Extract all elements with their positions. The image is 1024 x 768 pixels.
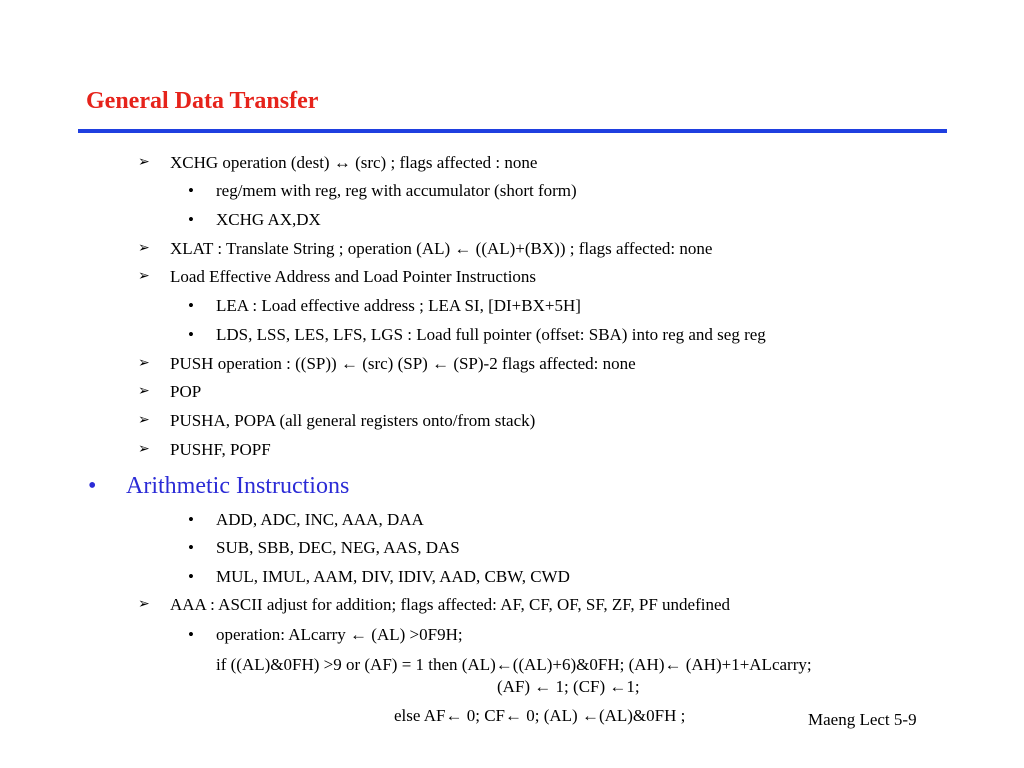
arrow-bullet-icon: ➢ xyxy=(138,356,150,371)
list-item-text: PUSHF, POPF xyxy=(170,440,271,459)
sub-item-lea-1 xyxy=(188,296,948,316)
section-heading-arithmetic xyxy=(88,472,588,500)
sub-item-text: MUL, IMUL, AAM, DIV, IDIV, AAD, CBW, CWD xyxy=(216,567,570,586)
sub-item-text: ADD, ADC, INC, AAA, DAA xyxy=(216,510,424,529)
arrow-bullet-icon: ➢ xyxy=(138,413,150,428)
arrow-bullet-icon: ➢ xyxy=(138,597,150,612)
list-item-text: POP xyxy=(170,382,202,401)
list-item-text: PUSH operation : ((SP)) ← (src) (SP) ← (SP)-2 flags affected: none xyxy=(170,354,636,373)
aaa-if-continuation: (AF) ← 1; (CF) ←1; xyxy=(497,677,640,696)
sub-item-arith-3 xyxy=(188,567,948,587)
sub-item-arith-2 xyxy=(188,538,948,558)
list-item-xlat xyxy=(138,239,938,259)
list-item-text: XLAT : Translate String ; operation (AL) ← ((AL)+(BX)) ; flags affected: none xyxy=(170,239,713,258)
sub-item-aaa-1 xyxy=(188,625,948,645)
arrow-bullet-icon: ➢ xyxy=(138,384,150,399)
sub-item-xchg-2 xyxy=(188,210,948,230)
sub-item-text: LDS, LSS, LES, LFS, LGS : Load full pointer (offset: SBA) into reg and seg reg xyxy=(216,325,766,344)
list-item-pop xyxy=(138,382,938,402)
arrow-bullet-icon: ➢ xyxy=(138,269,150,284)
bullet-dot-icon: • xyxy=(188,325,194,344)
sub-item-text: XCHG AX,DX xyxy=(216,210,321,229)
list-item-text: PUSHA, POPA (all general registers onto/from stack) xyxy=(170,411,536,430)
bullet-dot-icon: • xyxy=(188,510,194,529)
bullet-dot-icon: • xyxy=(188,181,194,200)
slide-title: General Data Transfer xyxy=(86,88,319,114)
list-item-pusha xyxy=(138,411,938,431)
sub-item-text: operation: ALcarry ← (AL) >0F9H; xyxy=(216,625,463,644)
arrow-bullet-icon: ➢ xyxy=(138,155,150,170)
bullet-dot-icon: • xyxy=(88,473,97,499)
sub-item-xchg-1 xyxy=(188,181,948,201)
section-heading-text: Arithmetic Instructions xyxy=(126,473,350,499)
sub-item-text: SUB, SBB, DEC, NEG, AAS, DAS xyxy=(216,538,460,557)
bullet-dot-icon: • xyxy=(188,625,194,644)
bullet-dot-icon: • xyxy=(188,538,194,557)
sub-item-text: reg/mem with reg, reg with accumulator (short form) xyxy=(216,181,577,200)
list-item-xchg xyxy=(138,153,938,173)
bullet-dot-icon: • xyxy=(188,210,194,229)
list-item-push xyxy=(138,354,938,374)
title-underline xyxy=(78,129,947,133)
sub-item-text: LEA : Load effective address ; LEA SI, [DI+BX+5H] xyxy=(216,296,581,315)
bullet-dot-icon: • xyxy=(188,296,194,315)
list-item-text: AAA : ASCII adjust for addition; flags affected: AF, CF, OF, SF, ZF, PF undefined xyxy=(170,595,731,614)
aaa-else-line: else AF← 0; CF← 0; (AL) ←(AL)&0FH ; xyxy=(394,706,686,725)
list-item-text: XCHG operation (dest) ↔ (src) ; flags affected : none xyxy=(170,153,538,172)
list-item-text: Load Effective Address and Load Pointer Instructions xyxy=(170,267,537,286)
arrow-bullet-icon: ➢ xyxy=(138,442,150,457)
sub-item-lea-2 xyxy=(188,325,948,345)
list-item-lea xyxy=(138,267,938,287)
aaa-if-line: if ((AL)&0FH) >9 or (AF) = 1 then (AL)←((AL)+6)&0FH; (AH)← (AH)+1+ALcarry; xyxy=(216,655,812,674)
list-item-aaa xyxy=(138,595,938,615)
list-item-pushf xyxy=(138,440,938,460)
slide-footer: Maeng Lect 5-9 xyxy=(808,710,917,729)
bullet-dot-icon: • xyxy=(188,567,194,586)
sub-item-arith-1 xyxy=(188,510,948,530)
arrow-bullet-icon: ➢ xyxy=(138,241,150,256)
